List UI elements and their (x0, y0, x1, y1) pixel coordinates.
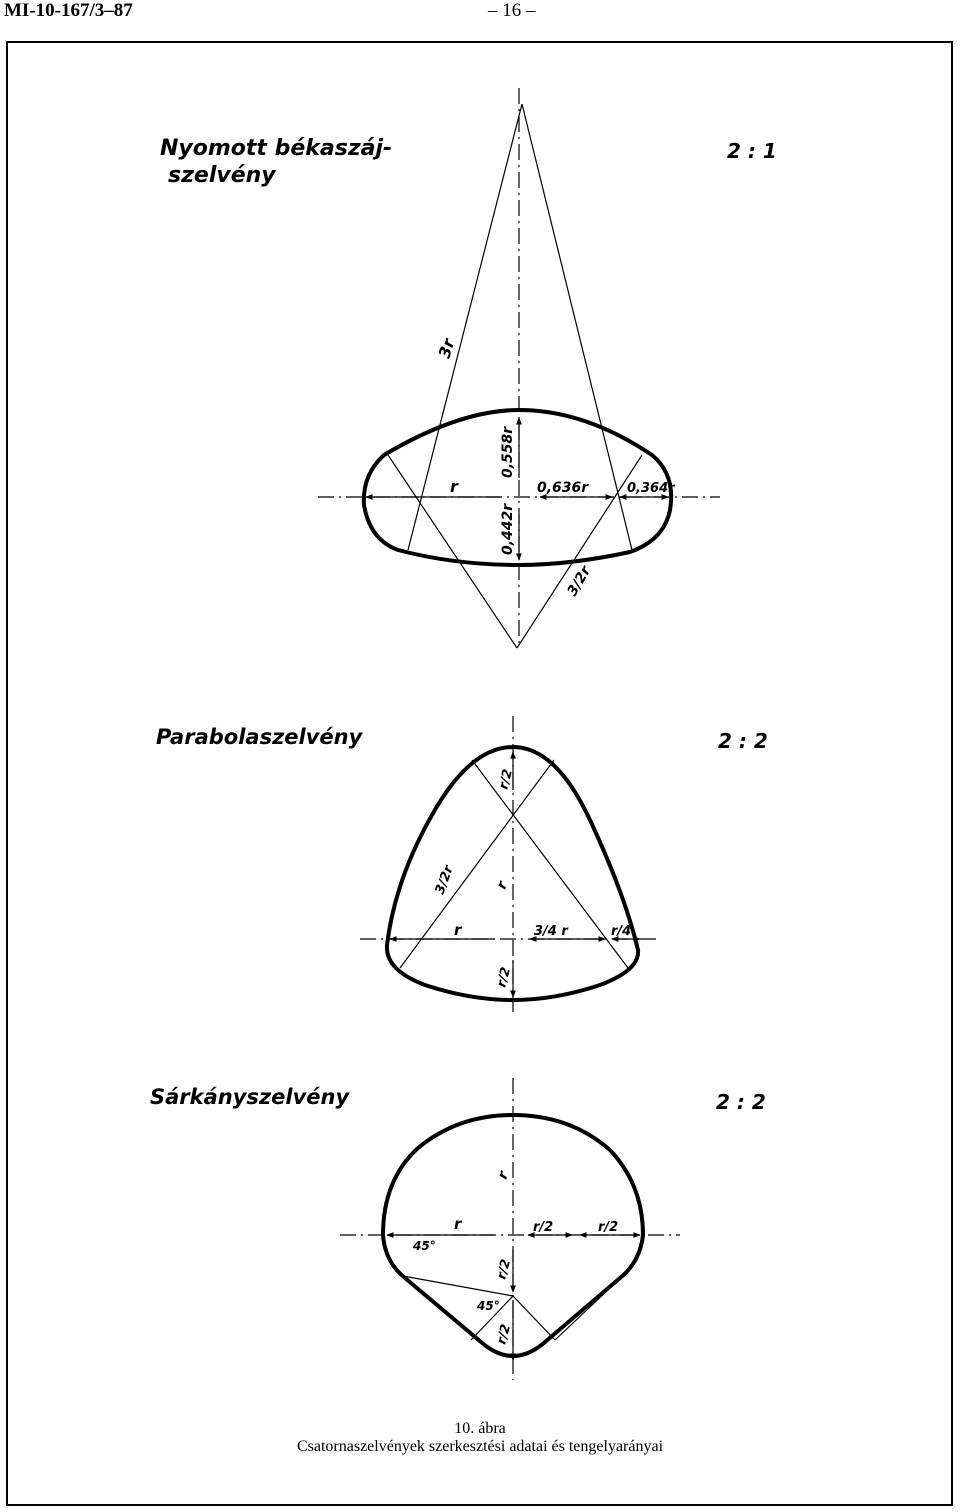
egg-label-0364: 0,364r (627, 481, 675, 496)
kite-section-figure (150, 1078, 766, 1380)
kite-label-r-half-1: r/2 (533, 1220, 554, 1235)
document-code: MI-10-167/3–87 (4, 0, 133, 21)
kite-label-45-mid: 45° (477, 1299, 500, 1313)
parabola-label-r-half-top: r/2 (496, 767, 517, 792)
kite-label-r-half-mid: r/2 (494, 1257, 515, 1282)
kite-line-mid-right (513, 1296, 555, 1340)
kite-label-r-horiz: r (454, 1215, 462, 1233)
egg-section-figure (160, 88, 777, 648)
kite-line-right (555, 1274, 625, 1340)
egg-title-line2: szelvény (168, 163, 276, 188)
parabola-label-r-half-bottom: r/2 (494, 965, 515, 990)
page-number: – 16 – (488, 0, 536, 21)
egg-label-0442: 0,442r (500, 503, 516, 555)
parabola-scale: 2 : 2 (718, 729, 768, 753)
parabola-label-r-horiz: r (454, 921, 462, 939)
parabola-section-figure (156, 716, 768, 1015)
egg-label-r: r (450, 477, 458, 496)
egg-title-line1: Nyomott békaszáj- (160, 136, 393, 161)
kite-label-45-left: 45° (413, 1239, 436, 1253)
figure-caption-number: 10. ábra (454, 1420, 506, 1437)
egg-scale: 2 : 1 (727, 139, 777, 163)
parabola-label-3-2r: 3/2r (432, 863, 457, 897)
parabola-construction-left (400, 760, 554, 968)
egg-construction-left (408, 104, 522, 550)
kite-line-left (403, 1276, 513, 1296)
parabola-title: Parabolaszelvény (156, 725, 363, 749)
kite-scale: 2 : 2 (716, 1090, 766, 1114)
egg-label-0636: 0,636r (537, 480, 589, 496)
figure-caption-title: Csatornaszelvények szerkesztési adatai és tengelyarányai (296, 1438, 664, 1455)
egg-label-3-2r: 3/2r (564, 563, 595, 599)
kite-label-r-half-2: r/2 (598, 1220, 619, 1235)
parabola-label-3-4r: 3/4 r (534, 924, 568, 939)
parabola-label-r-quarter: r/4 (611, 924, 632, 939)
kite-label-r-vert: r (494, 1169, 513, 1182)
kite-title: Sárkányszelvény (150, 1085, 350, 1109)
kite-label-r-half-low: r/2 (494, 1322, 515, 1347)
egg-label-3r: 3r (434, 336, 459, 361)
parabola-label-r-vert: r (493, 879, 512, 892)
egg-label-0558: 0,558r (500, 426, 516, 478)
